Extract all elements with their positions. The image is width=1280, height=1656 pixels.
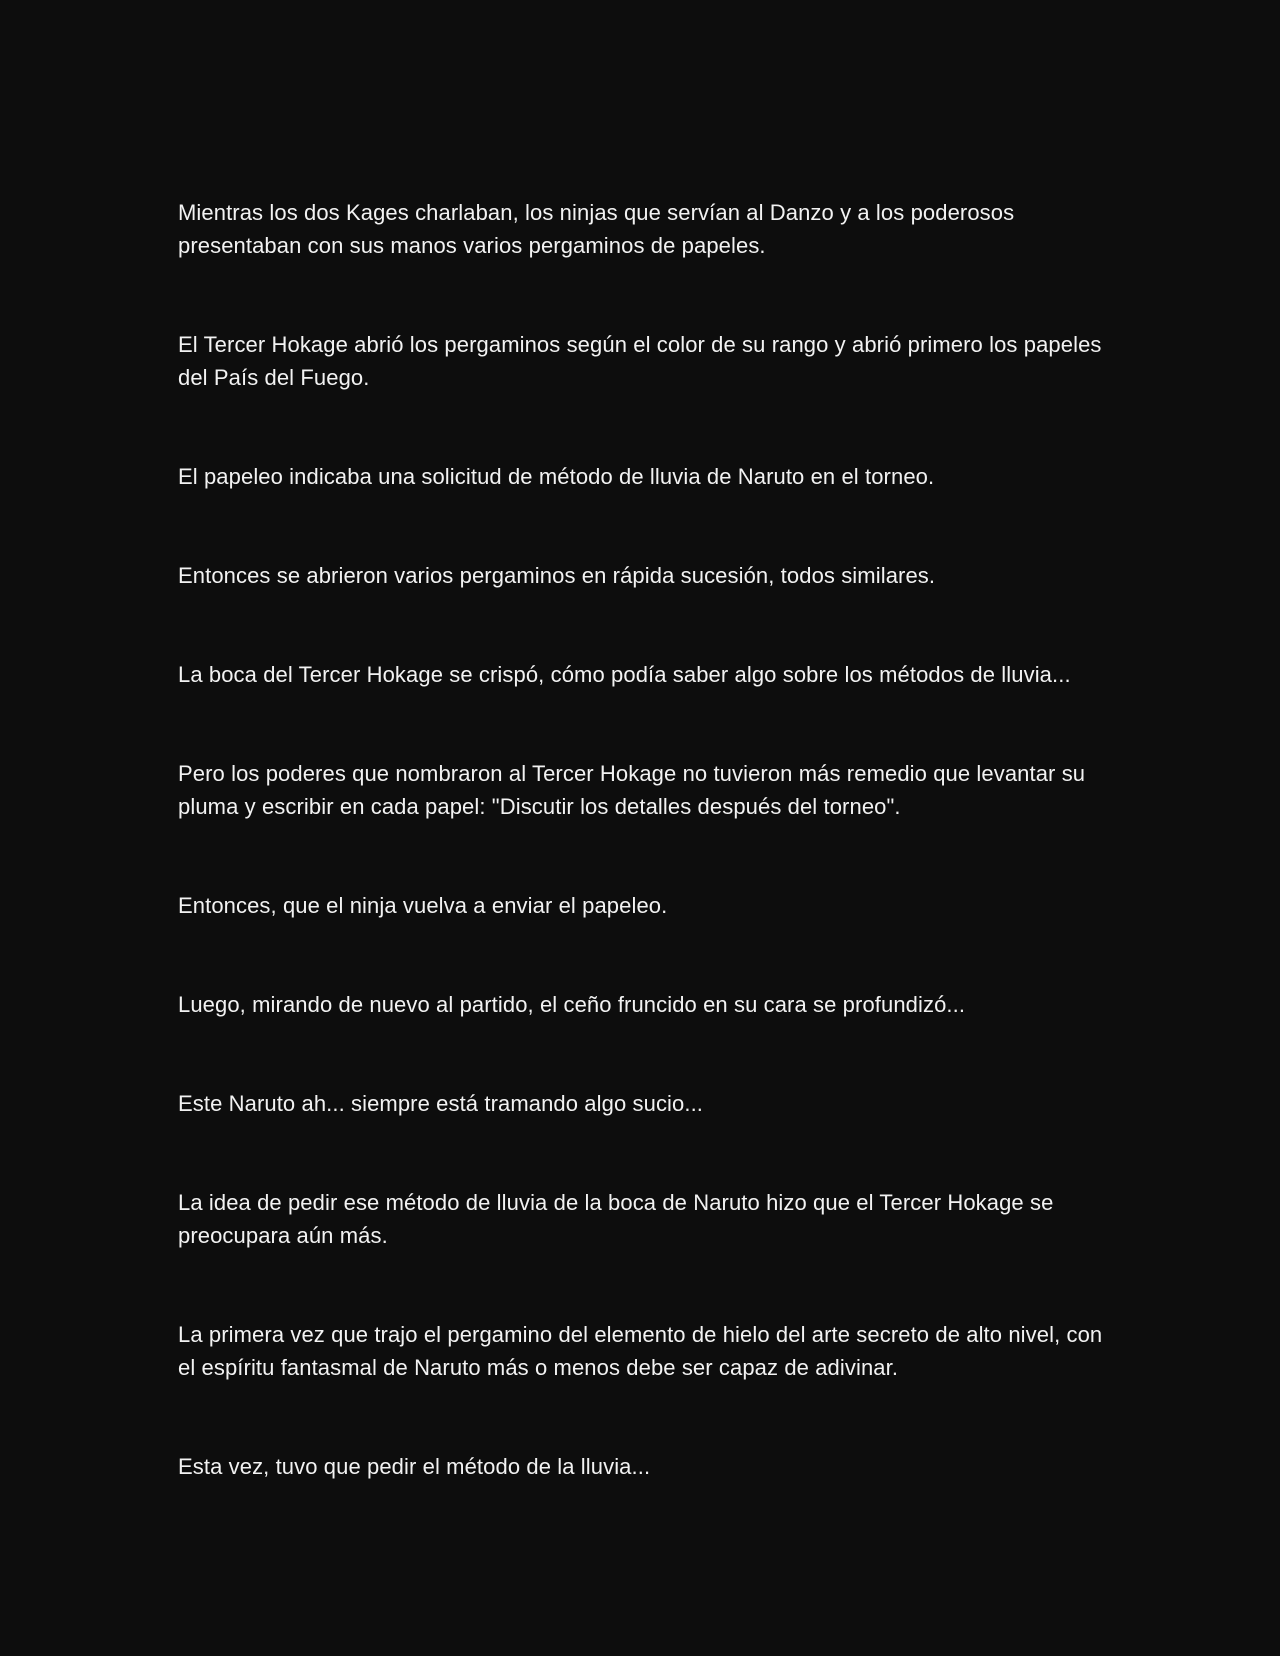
paragraph-2: El Tercer Hokage abrió los pergaminos según el color de su rango y abrió primero los papeles del País del Fuego. [178, 332, 1102, 390]
paragraph-11: La primera vez que trajo el pergamino del elemento de hielo del arte secreto de alto nivel, con el espíritu fantasmal de Naruto más o menos debe ser capaz de adivinar. [178, 1322, 1103, 1380]
paragraph-10: La idea de pedir ese método de lluvia de la boca de Naruto hizo que el Tercer Hokage se preocupara aún más. [178, 1190, 1054, 1248]
document-body [178, 196, 1108, 1549]
paragraph-12: Esta vez, tuvo que pedir el método de la lluvia... [178, 1454, 651, 1479]
paragraph-9: Este Naruto ah... siempre está tramando algo sucio... [178, 1091, 704, 1116]
paragraph-6: Pero los poderes que nombraron al Tercer Hokage no tuvieron más remedio que levantar su pluma y escribir en cada papel: "Discutir los detalles después del torneo". [178, 761, 1086, 819]
paragraph-3: El papeleo indicaba una solicitud de método de lluvia de Naruto en el torneo. [178, 464, 935, 489]
paragraph-4: Entonces se abrieron varios pergaminos en rápida sucesión, todos similares. [178, 563, 936, 588]
paragraph-7: Entonces, que el ninja vuelva a enviar el papeleo. [178, 893, 668, 918]
paragraph-1: Mientras los dos Kages charlaban, los ninjas que servían al Danzo y a los poderosos presentaban con sus manos varios pergaminos de papeles. [178, 200, 1015, 258]
paragraph-8: Luego, mirando de nuevo al partido, el ceño fruncido en su cara se profundizó... [178, 992, 966, 1017]
paragraph-5: La boca del Tercer Hokage se crispó, cómo podía saber algo sobre los métodos de lluvia... [178, 662, 1071, 687]
